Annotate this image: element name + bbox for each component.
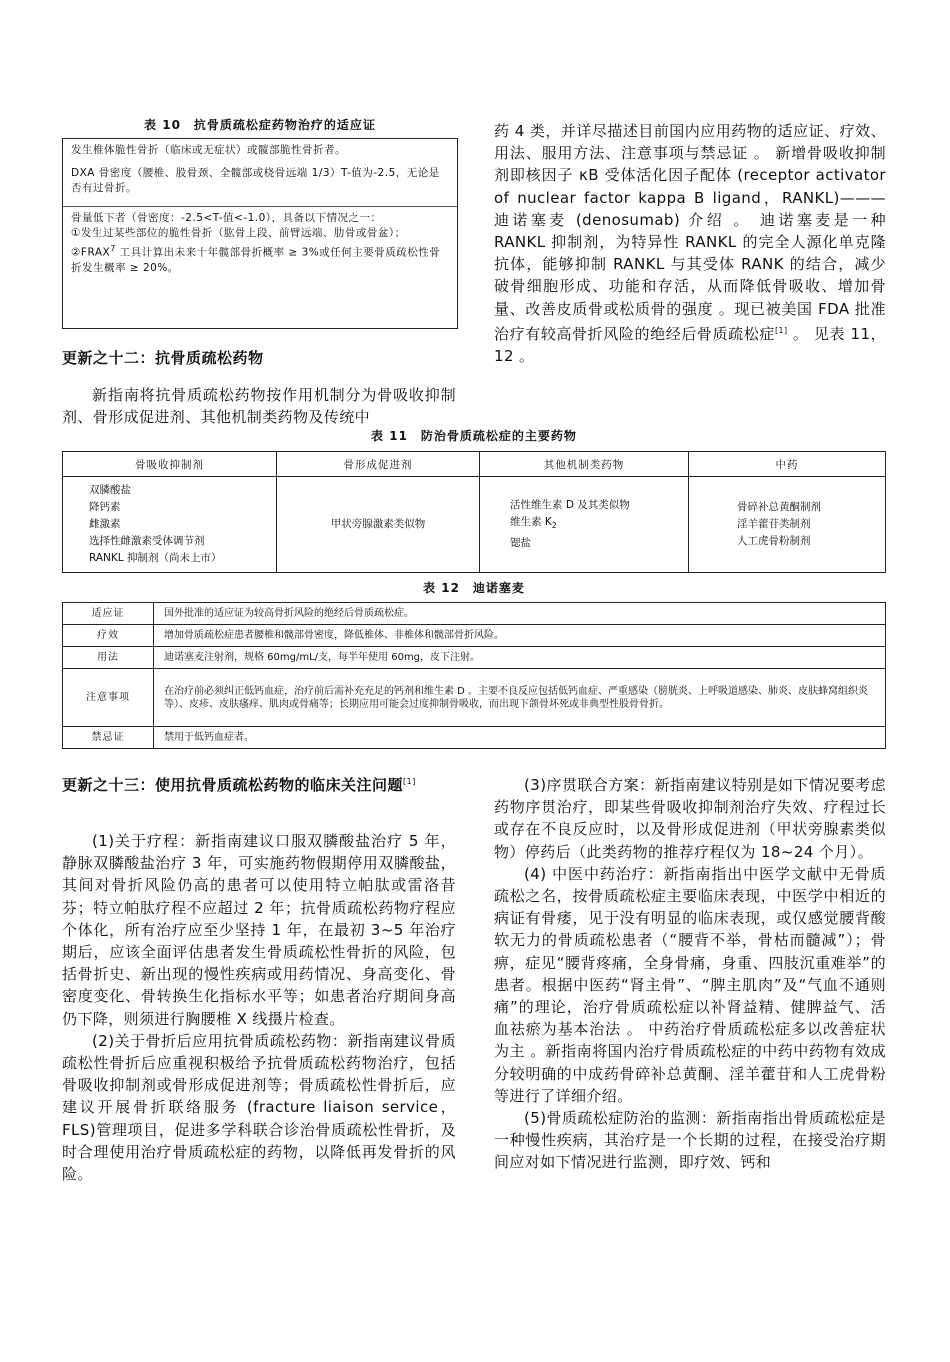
table12-key: 适应证 [63,603,154,625]
right-paragraph: (4) 中医中药治疗：新指南指出中医学文献中无骨质疏松之名，按骨质疏松症主要临床表现，中医学中相近的病证有骨痿，见于没有明显的临床表现，或仅感觉腰背酸软无力的骨质疏松患者（“腰背不举，骨枯而髓减”）；骨痹，症见“腰背疼痛，全身骨痛，身重、四肢沉重难举”的患者。根据中医药“肾主骨”、“脾主肌肉”及“气血不通则痛”的理论，治疗骨质疏松症以补肾益精、健脾益气、活血祛瘀为基本治法 。 中药治疗骨质疏松症多以改善症状为主 。新指南将国内治疗骨质疏松症的中药中药物有效成分较明确的中成药骨碎补总黄酮、淫羊藿苷和人工虎骨粉等进行了详细介绍。 [494,864,886,1105]
table11-header: 骨形成促进剂 [277,452,480,477]
table10-caption: 表 10 抗骨质疏松症药物治疗的适应证 [144,118,376,132]
right-paragraph: (5)骨质疏松症防治的监测：新指南指出骨质疏松症是一种慢性疾病，其治疗是一个长期的过程，在接受治疗期间应对如下情况进行监测，即疗效、钙和 [494,1109,886,1172]
section12-paragraph: 新指南将抗骨质疏松药物按作用机制分为骨吸收抑制剂、骨形成促进剂、其他机制类药物及传统中 [62,386,456,427]
table12-caption: 表 12 迪诺塞麦 [423,581,525,595]
table11 [62,451,886,573]
table12-key: 注意事项 [63,669,154,727]
table10 [62,138,458,329]
table12-value: 迪诺塞麦注射剂，规格 60mg/mL/支，每半年使用 60mg，皮下注射。 [154,647,886,669]
section13-heading: 更新之十三：使用抗骨质疏松药物的临床关注问题[1] [62,776,416,794]
table11-cell: 甲状旁腺激素类似物 [277,477,480,573]
table12-value: 增加骨质疏松症患者腰椎和髋部骨密度，降低椎体、非椎体和髋部骨折风险。 [154,625,886,647]
table11-header: 其他机制类药物 [480,452,689,477]
table10-row: DXA 骨密度（腰椎、股骨颈、全髋部或桡骨远端 1/3）T-值为-2.5，无论是否有过骨折。 [71,167,440,194]
table11-header: 骨吸收抑制剂 [63,452,277,477]
table12-value: 在治疗前必须纠正低钙血症，治疗前后需补充充足的钙剂和维生素 D 。主要不良反应包括低钙血症、严重感染（膀胱炎、上呼吸道感染、肺炎、皮肤蜂窝组织炎等）、皮疹、皮肤瘙痒、肌肉或骨痛等；长期应用可能会过度抑制骨吸收，而出现下颌骨坏死或非典型性股骨骨折。 [154,669,886,727]
section13-body [62,830,456,1185]
table12-key: 禁忌证 [63,727,154,749]
section12-heading: 更新之十二：抗骨质疏松药物 [62,349,264,367]
table12-value: 国外批准的适应证为较高骨折风险的绝经后骨质疏松症。 [154,603,886,625]
table12-key: 用法 [63,647,154,669]
table12-key: 疗效 [63,625,154,647]
table11-cell: 骨碎补总黄酮制剂 淫羊藿苷类制剂 人工虎骨粉制剂 [689,477,886,573]
right-top-paragraph: 药 4 类，并详尽描述目前国内应用药物的适应证、疗效、用法、服用方法、注意事项与禁忌证 。 新增骨吸收抑制剂即核因子 κB 受体活化因子配体 (receptor activator of nuclear factor kappa B ligand，RANKL)——— 迪诺塞麦 (denosumab) 介绍 。 迪诺塞麦是一种 RANKL 抑制剂，为特异性 RANKL 的完全人源化单克隆抗体，能够抑制 RANKL 与其受体 RANK 的结合，减少破骨细胞形成、功能和存活，从而降低骨吸收、增加骨量、改善皮质骨或松质骨的强度 。现已被美国 FDA 批准治疗有较高骨折风险的绝经后骨质疏松症[1] 。 见表 11，12 。 [494,122,886,366]
table11-cell: 活性维生素 D 及其类似物 维生素 $K_2$ 锶盐 [480,477,689,573]
section13-paragraph: (1)关于疗程：新指南建议口服双膦酸盐治疗 5 年，静脉双膦酸盐治疗 3 年，可实施药物假期停用双膦酸盐，其间对骨折风险仍高的患者可以使用特立帕肽或雷洛昔芬；特立帕肽疗程不应超过 2 年；抗骨质疏松药物疗程应个体化，所有治疗应至少坚持 1 年，在最初 3~5 年治疗期后，应该全面评估患者发生骨质疏松性骨折的风险，包括骨折史、新出现的慢性疾病或用药情况、身高变化、骨密度变化、骨转换生化指标水平等；如患者治疗期间身高仍下降，则须进行胸腰椎 X 线摄片检查。 [62,832,456,1028]
table12-value: 禁用于低钙血症者。 [154,727,886,749]
right-paragraph: (3)序贯联合方案：新指南建议特别是如下情况要考虑药物序贯治疗，即某些骨吸收抑制剂治疗失效、疗程过长或存在不良反应时，以及骨形成促进剂（甲状旁腺素类似物）停药后（此类药物的推荐疗程仅为 18~24 个月）。 [494,776,886,861]
table10-row: 发生椎体脆性骨折（临床或无症状）或髋部脆性骨折者。 [71,144,346,156]
table11-header: 中药 [689,452,886,477]
table12 [62,602,886,749]
section13-paragraph: (2)关于骨折后应用抗骨质疏松药物：新指南建议骨质疏松性骨折后应重视积极给予抗骨质疏松药物治疗，包括骨吸收抑制剂或骨形成促进剂等；骨质疏松性骨折后，应建议开展骨折联络服务 (fracture liaison service，FLS)管理项目，促进多学科联合诊治骨质疏松性骨折，及时合理使用治疗骨质疏松症的药物，以降低再发骨折的风险。 [62,1031,456,1184]
table10-row: 骨量低下者（骨密度：-2.5<T-值<-1.0），具备以下情况之一： [71,212,382,224]
right-bottom-body [494,774,886,1174]
table10-row: ②FRAX$^7$ 工具计算出未来十年髋部骨折概率 ≥ 3%或任何主要骨质疏松性骨折发生概率 ≥ 20%。 [71,244,441,274]
table11-caption: 表 11 防治骨质疏松症的主要药物 [371,429,577,443]
table10-row: ①发生过某些部位的脆性骨折（肱骨上段、前臂远端、肋骨或骨盆）； [71,227,406,239]
table11-cell: 双膦酸盐 降钙素 雌激素 选择性雌激素受体调节剂 RANKL 抑制剂（尚未上市） [63,477,277,573]
